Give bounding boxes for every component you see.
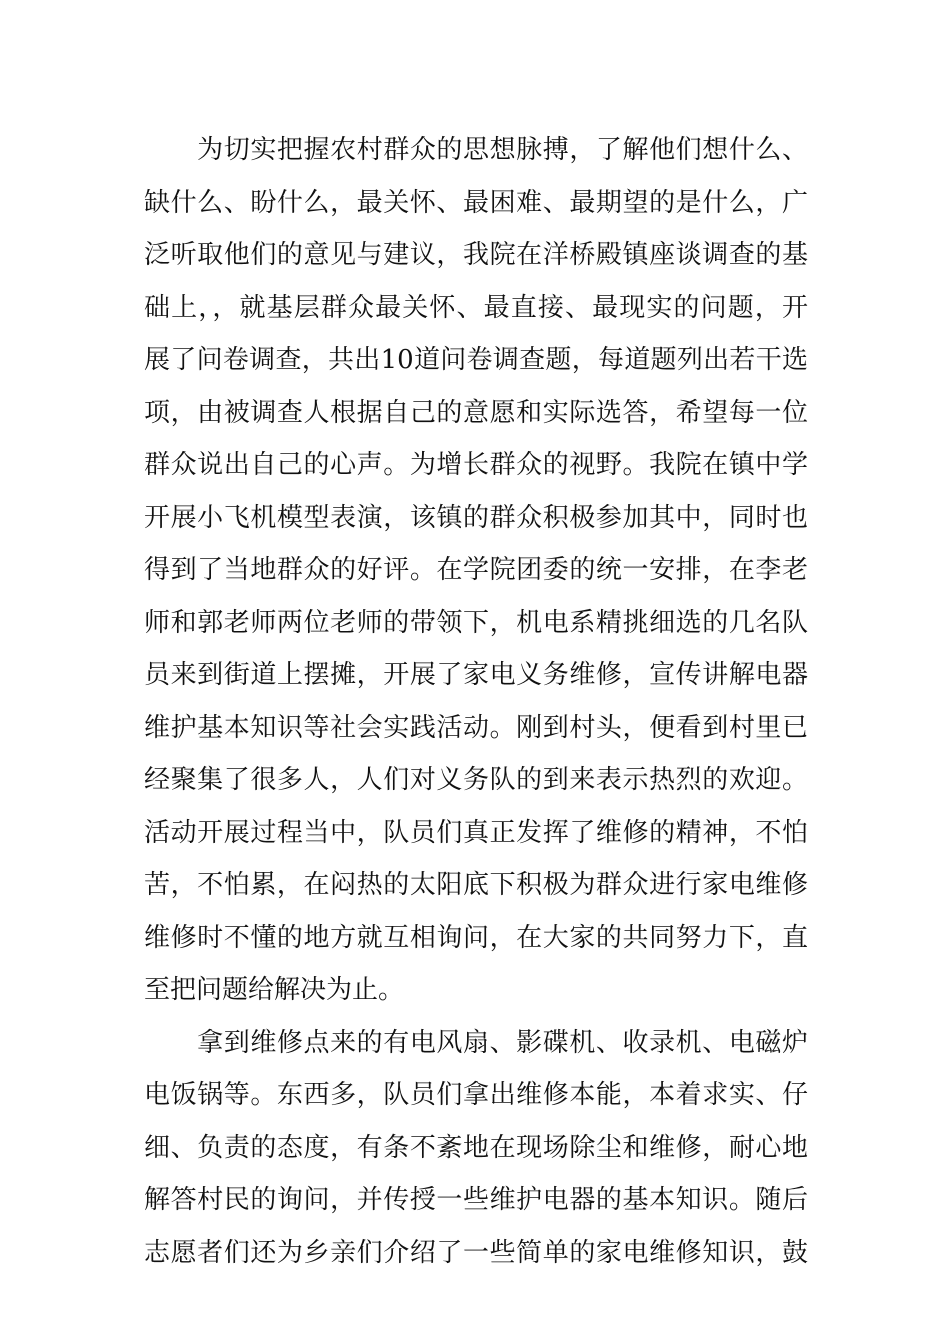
- text-line: 展了问卷调查，共出10道问卷调查题，每道题列出若干选: [144, 345, 808, 375]
- text-line: 电饭锅等。东西多，队员们拿出维修本能，本着求实、仔: [144, 1080, 808, 1110]
- text-line: 为切实把握农村群众的思想脉搏，了解他们想什么、: [144, 135, 808, 165]
- text-line: 泛听取他们的意见与建议，我院在洋桥殿镇座谈调查的基: [144, 240, 808, 270]
- text-line: 经聚集了很多人，人们对义务队的到来表示热烈的欢迎。: [144, 765, 808, 795]
- text-line: 苦，不怕累，在闷热的太阳底下积极为群众进行家电维修: [144, 870, 808, 900]
- text-line: 师和郭老师两位老师的带领下，机电系精挑细选的几名队: [144, 607, 808, 638]
- text-line: 活动开展过程当中，队员们真正发挥了维修的精神，不怕: [144, 817, 808, 848]
- paragraph-2: [144, 1017, 808, 1280]
- text-line: 解答村民的询问，并传授一些维护电器的基本知识。随后: [144, 1185, 808, 1215]
- text-line: 群众说出自己的心声。为增长群众的视野。我院在镇中学: [144, 450, 808, 480]
- text-line: 项，由被调查人根据自己的意愿和实际选答，希望每一位: [144, 397, 808, 428]
- text-line: 维护基本知识等社会实践活动。刚到村头，便看到村里已: [144, 712, 808, 743]
- text-line: 拿到维修点来的有电风扇、影碟机、收录机、电磁炉: [144, 1027, 808, 1058]
- paragraph-1: [144, 124, 808, 1017]
- text-line: 得到了当地群众的好评。在学院团委的统一安排，在李老: [144, 555, 808, 585]
- text-line: 细、负责的态度，有条不紊地在现场除尘和维修，耐心地: [144, 1132, 808, 1163]
- text-line: 缺什么、盼什么，最关怀、最困难、最期望的是什么，广: [144, 187, 808, 218]
- text-line: 至把问题给解决为止。: [144, 975, 405, 1005]
- text-line: 础上，，就基层群众最关怀、最直接、最现实的问题，开: [144, 292, 808, 323]
- text-line: 维修时不懂的地方就互相询问，在大家的共同努力下，直: [144, 922, 808, 953]
- text-line: 志愿者们还为乡亲们介绍了一些简单的家电维修知识，鼓: [144, 1237, 808, 1268]
- text-line: 开展小飞机模型表演，该镇的群众积极参加其中，同时也: [144, 502, 808, 533]
- body-text: [144, 124, 808, 1279]
- text-line: 员来到街道上摆摊，开展了家电义务维修，宣传讲解电器: [144, 660, 808, 690]
